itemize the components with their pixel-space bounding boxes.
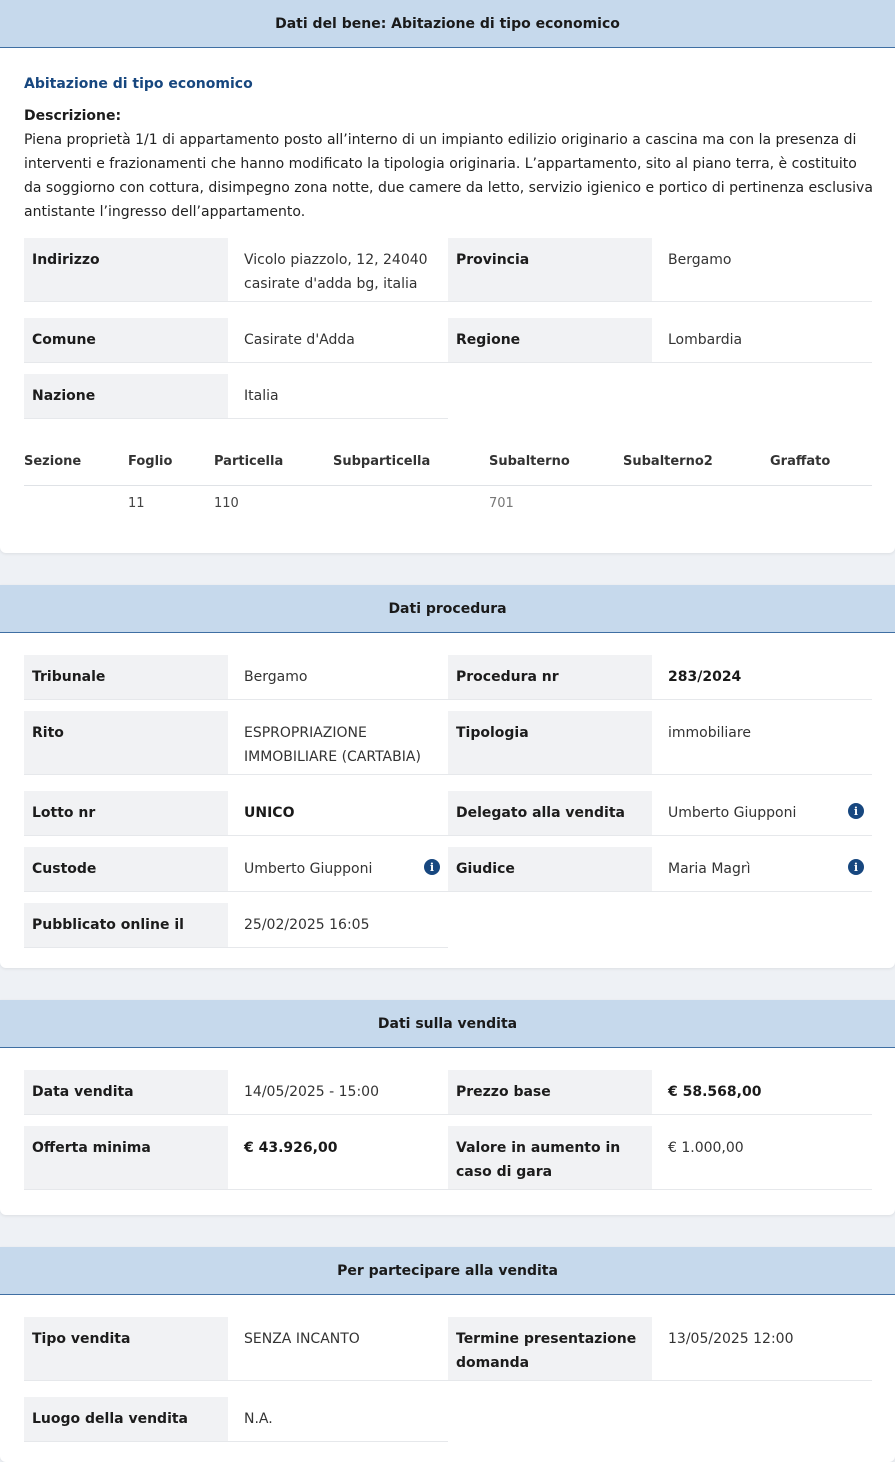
termine-value: 13/05/2025 12:00 — [668, 1331, 794, 1347]
lotto-label: Lotto nr — [24, 791, 228, 835]
regione-label: Regione — [448, 318, 652, 362]
custode-label: Custode — [24, 847, 228, 891]
partecipare-header: Per partecipare alla vendita — [0, 1247, 895, 1295]
data-vendita-label: Data vendita — [24, 1070, 228, 1114]
nazione-row — [24, 374, 448, 419]
tipologia-label: Tipologia — [448, 711, 652, 774]
delegato-label: Delegato alla vendita — [448, 791, 652, 835]
termine-label: Termine presentazione domanda — [448, 1317, 652, 1380]
comune-label: Comune — [24, 318, 228, 362]
prezzo-base-label: Prezzo base — [448, 1070, 652, 1114]
custode-value: Umberto Giupponi — [244, 861, 373, 877]
regione-value: Lombardia — [668, 332, 743, 348]
bene-header: Dati del bene: Abitazione di tipo economico — [0, 0, 895, 48]
catasto-col-subalterno2: Subalterno2 — [623, 454, 713, 469]
tipo-vendita-label: Tipo vendita — [24, 1317, 228, 1380]
delegato-info-icon[interactable]: i — [848, 803, 864, 819]
luogo-value: N.A. — [244, 1411, 273, 1427]
luogo-label: Luogo della vendita — [24, 1397, 228, 1441]
rito-row — [24, 711, 448, 775]
provincia-value: Bergamo — [668, 252, 732, 268]
procedura-card — [0, 585, 895, 968]
catasto-foglio: 11 — [128, 496, 145, 511]
aumento-value: € 1.000,00 — [668, 1140, 744, 1156]
indirizzo-value: Vicolo piazzolo, 12, 24040 casirate d'adda bg, italia — [244, 252, 428, 292]
indirizzo-row — [24, 238, 448, 302]
rito-label: Rito — [24, 711, 228, 774]
bene-card — [0, 0, 895, 553]
catasto-col-graffato: Graffato — [770, 454, 831, 469]
giudice-value: Maria Magrì — [668, 861, 751, 877]
aumento-label: Valore in aumento in caso di gara — [448, 1126, 652, 1189]
luogo-row — [24, 1397, 448, 1442]
catasto-particella: 110 — [214, 496, 239, 511]
bene-subtitle: Abitazione di tipo economico — [24, 76, 253, 92]
provincia-row — [448, 238, 872, 302]
tribunale-row — [24, 655, 448, 700]
procedura-header: Dati procedura — [0, 585, 895, 633]
tipologia-value: immobiliare — [668, 725, 751, 741]
offerta-minima-value: € 43.926,00 — [244, 1140, 338, 1156]
pubblicato-row — [24, 903, 448, 948]
lotto-value: UNICO — [244, 805, 295, 821]
partecipare-card — [0, 1247, 895, 1462]
catasto-divider — [24, 485, 872, 486]
giudice-row — [448, 847, 872, 892]
pubblicato-value: 25/02/2025 16:05 — [244, 917, 370, 933]
description-label: Descrizione: — [24, 108, 122, 124]
regione-row — [448, 318, 872, 363]
vendita-header: Dati sulla vendita — [0, 1000, 895, 1048]
data-vendita-row — [24, 1070, 448, 1115]
data-vendita-value: 14/05/2025 - 15:00 — [244, 1084, 379, 1100]
delegato-row — [448, 791, 872, 836]
nazione-label: Nazione — [24, 374, 228, 418]
tipo-vendita-row — [24, 1317, 448, 1381]
catasto-col-particella: Particella — [214, 454, 284, 469]
offerta-minima-label: Offerta minima — [24, 1126, 228, 1189]
provincia-label: Provincia — [448, 238, 652, 301]
comune-value: Casirate d'Adda — [244, 332, 355, 348]
nazione-value: Italia — [244, 388, 279, 404]
delegato-value: Umberto Giupponi — [668, 805, 797, 821]
custode-info-icon[interactable]: i — [424, 859, 440, 875]
pubblicato-label: Pubblicato online il — [24, 903, 228, 947]
rito-value: ESPROPRIAZIONE IMMOBILIARE (CARTABIA) — [244, 725, 421, 765]
comune-row — [24, 318, 448, 363]
custode-row — [24, 847, 448, 892]
description-text: Piena proprietà 1/1 di appartamento posto all’interno di un impianto edilizio originario a cascina ma con la presenza di interventi e frazionamenti che hanno modificato la tipologia originaria. L’appartamento, sito al piano terra, è costituito da soggiorno con cottura, disimpegno zona notte, due camere da letto, servizio igienico e portico di pertinenza esclusiva antistante l’ingresso dell’appartamento. — [24, 132, 873, 220]
prezzo-base-row — [448, 1070, 872, 1115]
tribunale-value: Bergamo — [244, 669, 308, 685]
aumento-row — [448, 1126, 872, 1190]
catasto-col-foglio: Foglio — [128, 454, 173, 469]
custode-value-cell — [228, 847, 448, 891]
giudice-info-icon[interactable]: i — [848, 859, 864, 875]
tribunale-label: Tribunale — [24, 655, 228, 699]
procedura-nr-label: Procedura nr — [448, 655, 652, 699]
prezzo-base-value: € 58.568,00 — [668, 1084, 762, 1100]
giudice-label: Giudice — [448, 847, 652, 891]
procedura-nr-value: 283/2024 — [668, 669, 742, 685]
procedura-nr-row — [448, 655, 872, 700]
catasto-col-subparticella: Subparticella — [333, 454, 431, 469]
catasto-col-sezione: Sezione — [24, 454, 82, 469]
offerta-minima-row — [24, 1126, 448, 1190]
delegato-value-cell — [652, 791, 872, 835]
indirizzo-label: Indirizzo — [24, 238, 228, 301]
tipo-vendita-value: SENZA INCANTO — [244, 1331, 360, 1347]
lotto-row — [24, 791, 448, 836]
termine-row — [448, 1317, 872, 1381]
catasto-subalterno: 701 — [489, 496, 514, 511]
vendita-card — [0, 1000, 895, 1215]
catasto-col-subalterno: Subalterno — [489, 454, 570, 469]
giudice-value-cell — [652, 847, 872, 891]
tipologia-row — [448, 711, 872, 775]
